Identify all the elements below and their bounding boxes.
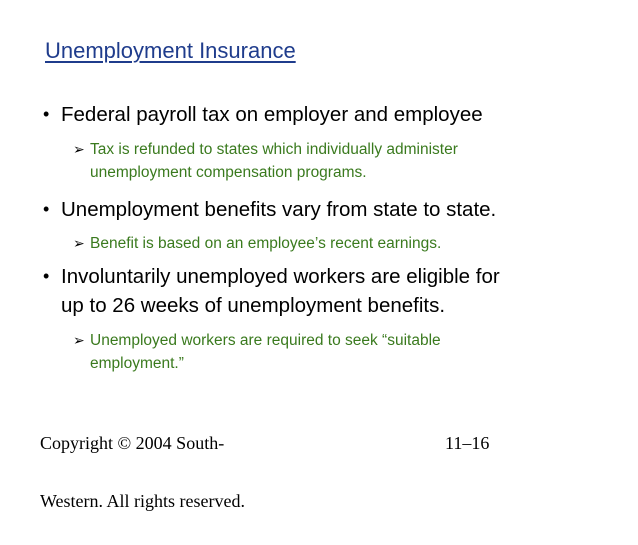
- slide-title: Unemployment Insurance: [45, 38, 296, 63]
- sub-bullet-item: [73, 329, 441, 375]
- bullet-dot-icon: •: [43, 104, 50, 124]
- bullet-item: [43, 195, 497, 224]
- sub-bullet-text-line: employment.”: [90, 355, 184, 372]
- arrow-bullet-icon: ➢: [73, 141, 85, 157]
- bullet-dot-icon: •: [43, 266, 50, 286]
- bullet-item: [43, 100, 483, 129]
- sub-bullet-text-line: unemployment compensation programs.: [90, 164, 367, 181]
- copyright-line: Western. All rights reserved.: [40, 491, 245, 511]
- sub-bullet-text-line: Unemployed workers are required to seek “suitable: [90, 332, 441, 349]
- bullet-text-line: up to 26 weeks of unemployment benefits.: [61, 294, 446, 317]
- sub-bullet-text-line: Benefit is based on an employee’s recent earnings.: [90, 235, 442, 252]
- page-number: 11–16: [445, 433, 490, 453]
- copyright-notice: [40, 400, 245, 545]
- bullet-dot-icon: •: [43, 199, 50, 219]
- sub-bullet-item: [73, 232, 442, 255]
- sub-bullet-item: [73, 138, 458, 184]
- bullet-text: Federal payroll tax on employer and employee: [61, 103, 483, 126]
- arrow-bullet-icon: ➢: [73, 332, 85, 348]
- bullet-text-line: Involuntarily unemployed workers are eligible for: [61, 265, 500, 288]
- arrow-bullet-icon: ➢: [73, 235, 85, 251]
- copyright-line: Copyright © 2004 South-: [40, 433, 225, 453]
- bullet-item: [43, 262, 500, 320]
- sub-bullet-text-line: Tax is refunded to states which individually administer: [90, 141, 458, 158]
- bullet-text: Unemployment benefits vary from state to state.: [61, 198, 497, 221]
